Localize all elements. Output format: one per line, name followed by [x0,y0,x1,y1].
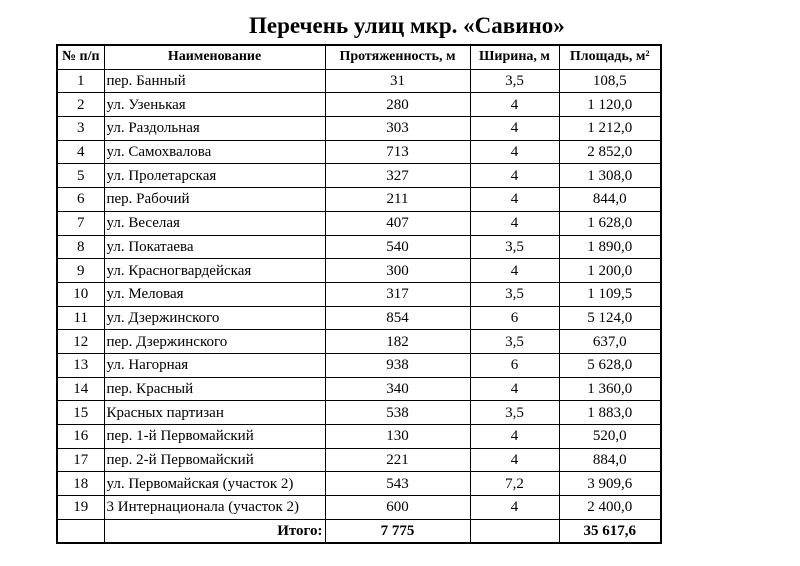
cell-street-name: пер. Рабочий [104,188,325,212]
table-row [57,117,661,141]
cell-street-name: ул. Пролетарская [104,164,325,188]
cell-area: 2 852,0 [559,140,661,164]
cell-width: 4 [470,425,559,449]
cell-number: 19 [57,496,104,520]
table-row [57,140,661,164]
cell-length: 327 [325,164,470,188]
cell-number: 10 [57,282,104,306]
cell-number: 11 [57,306,104,330]
cell-street-name: ул. Покатаева [104,235,325,259]
cell-width: 4 [470,211,559,235]
cell-number: 13 [57,353,104,377]
cell-area: 1 200,0 [559,259,661,283]
cell-number: 6 [57,188,104,212]
cell-width: 4 [470,164,559,188]
total-number-cell [57,519,104,543]
cell-width: 4 [470,496,559,520]
cell-street-name: пер. 1-й Первомайский [104,425,325,449]
table-row [57,353,661,377]
cell-length: 280 [325,93,470,117]
cell-length: 211 [325,188,470,212]
cell-street-name: ул. Узенькая [104,93,325,117]
cell-area: 844,0 [559,188,661,212]
cell-number: 16 [57,425,104,449]
cell-area: 1 360,0 [559,377,661,401]
cell-street-name: пер. Банный [104,69,325,93]
cell-area: 5 124,0 [559,306,661,330]
cell-length: 600 [325,496,470,520]
cell-street-name: пер. Красный [104,377,325,401]
column-header-number: № п/п [57,45,104,69]
table-row [57,188,661,212]
cell-number: 8 [57,235,104,259]
cell-number: 9 [57,259,104,283]
cell-street-name: ул. Красногвардейская [104,259,325,283]
cell-length: 300 [325,259,470,283]
cell-street-name: ул. Нагорная [104,353,325,377]
cell-street-name: 3 Интернационала (участок 2) [104,496,325,520]
cell-width: 6 [470,353,559,377]
cell-width: 4 [470,188,559,212]
cell-width: 3,5 [470,235,559,259]
cell-street-name: Красных партизан [104,401,325,425]
table-row [57,496,661,520]
total-width-cell [470,519,559,543]
cell-area: 520,0 [559,425,661,449]
cell-number: 14 [57,377,104,401]
cell-length: 303 [325,117,470,141]
table-row [57,164,661,188]
total-row [57,519,661,543]
column-header-name: Наименование [104,45,325,69]
cell-width: 4 [470,377,559,401]
cell-width: 7,2 [470,472,559,496]
column-header-width: Ширина, м [470,45,559,69]
table-row [57,211,661,235]
column-header-area: Площадь, м² [559,45,661,69]
cell-width: 3,5 [470,282,559,306]
cell-width: 4 [470,448,559,472]
cell-area: 1 883,0 [559,401,661,425]
cell-street-name: ул. Самохвалова [104,140,325,164]
cell-street-name: ул. Веселая [104,211,325,235]
cell-number: 17 [57,448,104,472]
cell-length: 182 [325,330,470,354]
table-row [57,259,661,283]
column-header-length: Протяженность, м [325,45,470,69]
cell-number: 3 [57,117,104,141]
cell-length: 538 [325,401,470,425]
cell-area: 1 890,0 [559,235,661,259]
cell-area: 1 109,5 [559,282,661,306]
table-row [57,330,661,354]
cell-number: 15 [57,401,104,425]
cell-length: 221 [325,448,470,472]
cell-number: 7 [57,211,104,235]
streets-table [56,44,662,544]
cell-area: 1 120,0 [559,93,661,117]
cell-street-name: ул. Меловая [104,282,325,306]
cell-number: 2 [57,93,104,117]
cell-street-name: ул. Первомайская (участок 2) [104,472,325,496]
table-row [57,425,661,449]
cell-street-name: ул. Дзержинского [104,306,325,330]
cell-area: 1 308,0 [559,164,661,188]
cell-area: 5 628,0 [559,353,661,377]
cell-length: 407 [325,211,470,235]
cell-length: 938 [325,353,470,377]
cell-street-name: ул. Раздольная [104,117,325,141]
table-row [57,377,661,401]
total-length: 7 775 [325,519,470,543]
cell-number: 12 [57,330,104,354]
table-row [57,282,661,306]
cell-width: 4 [470,117,559,141]
cell-length: 317 [325,282,470,306]
cell-width: 4 [470,259,559,283]
cell-number: 5 [57,164,104,188]
cell-street-name: пер. 2-й Первомайский [104,448,325,472]
table-row [57,93,661,117]
total-label: Итого: [104,519,325,543]
cell-area: 3 909,6 [559,472,661,496]
cell-street-name: пер. Дзержинского [104,330,325,354]
table-row [57,235,661,259]
cell-length: 130 [325,425,470,449]
table-row [57,69,661,93]
table-row [57,306,661,330]
cell-width: 4 [470,93,559,117]
header-row [57,45,661,69]
cell-length: 340 [325,377,470,401]
cell-area: 637,0 [559,330,661,354]
cell-area: 108,5 [559,69,661,93]
cell-area: 2 400,0 [559,496,661,520]
cell-length: 543 [325,472,470,496]
cell-number: 4 [57,140,104,164]
page-title: Перечень улиц мкр. «Савино» [249,13,565,38]
cell-length: 31 [325,69,470,93]
table-row [57,472,661,496]
cell-area: 1 212,0 [559,117,661,141]
cell-number: 18 [57,472,104,496]
cell-width: 3,5 [470,401,559,425]
cell-length: 854 [325,306,470,330]
total-area: 35 617,6 [559,519,661,543]
cell-width: 3,5 [470,330,559,354]
cell-number: 1 [57,69,104,93]
cell-width: 3,5 [470,69,559,93]
cell-area: 1 628,0 [559,211,661,235]
table-row [57,401,661,425]
cell-width: 4 [470,140,559,164]
cell-length: 540 [325,235,470,259]
cell-length: 713 [325,140,470,164]
cell-width: 6 [470,306,559,330]
cell-area: 884,0 [559,448,661,472]
table-row [57,448,661,472]
